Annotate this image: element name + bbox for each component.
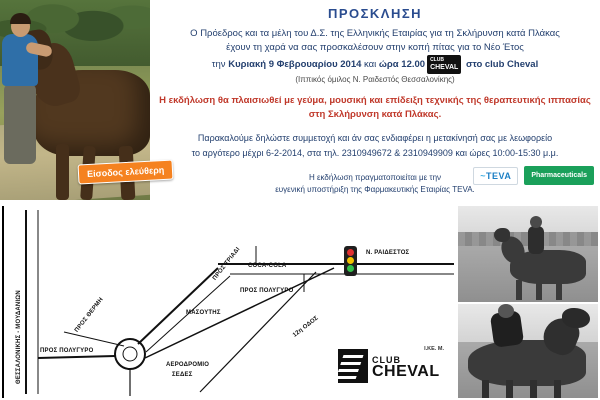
invitation-line3-mid: και <box>361 59 379 71</box>
club-cheval-inline-logo <box>427 55 461 74</box>
map-label-12i-odos: 12η ΟΔΟΣ <box>292 315 320 339</box>
bw-rider-body <box>528 226 544 254</box>
club-cheval-sub-label: I.KE. M. <box>424 346 444 352</box>
map-label-aerodromio: ΑΕΡΟΔΡΟΜΙΟ <box>166 362 210 368</box>
invitation-line-2: έχουν τη χαρά να σας προσκαλέσουν στην κοπή πίτας για το Νέο Έτος <box>226 42 524 53</box>
support-line-2: ευγενική υποστήριξη της Φαρμακευτικής Εταιρίας TEVA. <box>275 185 475 194</box>
cheval-mark-icon <box>338 349 368 383</box>
bw-horse-head <box>494 228 510 242</box>
teva-logo-label: TEVA <box>486 170 512 181</box>
invitation-title: ΠΡΟΣΚΛΗΣΗ <box>327 6 423 21</box>
free-entry-badge: Είσοδος ελεύθερη <box>78 160 174 185</box>
photo-rider-field-bw <box>458 206 598 302</box>
bw-horse-head <box>562 308 590 328</box>
map-label-pros-triadi: ΠΡΟΣ ΤΡΙΑΔΙ <box>212 246 242 282</box>
chip-cheval-label: CHEVAL <box>430 64 459 71</box>
rsvp-line-2: το αργότερο μέχρι 6-2-2014, στα τηλ. 2310949672 & 2310949909 και ώρες 10:00-15:30 μ.μ. <box>191 148 559 158</box>
sponsor-logo-row <box>473 166 594 185</box>
support-line-1: Η εκδήλωση πραγματοποιείται με την <box>308 173 442 182</box>
invitation-line-1: Ο Πρόεδρος και τα μέλη του Δ.Σ. της Ελληνικής Εταιρίας για τη Σκλήρυνση κατά Πλάκας <box>190 28 560 39</box>
map-label-masoutis: ΜΑΣΟΥΤΗΣ <box>186 310 221 316</box>
event-date: Κυριακή 9 Φεβρουαρίου 2014 <box>228 59 362 71</box>
handler-legs <box>4 84 36 164</box>
club-cheval-logo <box>338 344 446 388</box>
map-label-thessalonikis-moudanion: ΘΕΣΣΑΛΟΝΙΚΗΣ - ΜΟΥΔΑΝΙΩΝ <box>16 290 22 384</box>
bw-horse-legs <box>482 380 574 398</box>
event-time: ώρα 12.00 <box>378 59 426 71</box>
invitation-line3-prefix: την <box>211 59 229 71</box>
bw-rider-head <box>530 216 542 228</box>
chip-club-label: CLUB <box>430 57 444 63</box>
event-venue: στο club Cheval <box>463 59 539 71</box>
teva-swoosh-icon: ~ <box>480 170 486 181</box>
map-label-n-raidestos: Ν. ΡΑΙΔΕΣΤΟΣ <box>366 250 410 256</box>
map-label-sedes: ΣΕΔΕΣ <box>172 372 193 378</box>
map-label-coca-cola: COCA-COLA <box>248 263 287 269</box>
program-highlight-line-2: στη Σκλήρυνση κατά Πλάκας. <box>308 109 442 120</box>
venue-note: (Ιππικός όμιλος Ν. Ραιδεστός Θεσσαλονίκης) <box>295 75 455 84</box>
teva-pharmaceuticals-logo: Pharmaceuticals <box>524 166 594 185</box>
bw-rider-head <box>498 304 514 318</box>
map-label-pros-polygyro-right: ΠΡΟΣ ΠΟΛΥΓΥΡΟ <box>240 288 294 294</box>
map-label-pros-polygyro-left: ΠΡΟΣ ΠΟΛΥΓΥΡΟ <box>40 348 94 354</box>
rsvp-line-1: Παρακαλούμε δηλώστε συμμετοχή και άν σας ενδιαφέρει η μετακίνησή σας με λεωφορείο <box>197 133 553 143</box>
traffic-light-green <box>347 265 354 272</box>
map-label-pros-thermi: ΠΡΟΣ ΘΕΡΜΗ <box>74 296 105 334</box>
club-label: CLUB <box>372 355 401 365</box>
invitation-line-3 <box>152 55 598 74</box>
horse-leg <box>56 144 69 200</box>
traffic-light-icon <box>344 246 357 276</box>
teva-logo <box>473 167 518 185</box>
photo-rider-closeup-bw <box>458 304 598 398</box>
bw-horse-legs <box>516 280 574 300</box>
program-highlight-line-1: Η εκδήλωση θα πλαισιωθεί με γεύμα, μουσική και επίδειξη τεχνικής της θεραπευτικής ιππασίας <box>159 95 591 106</box>
club-cheval-wordmark <box>372 355 440 380</box>
traffic-light-red <box>347 249 354 256</box>
cheval-label: CHEVAL <box>372 363 440 380</box>
traffic-light-yellow <box>347 257 354 264</box>
